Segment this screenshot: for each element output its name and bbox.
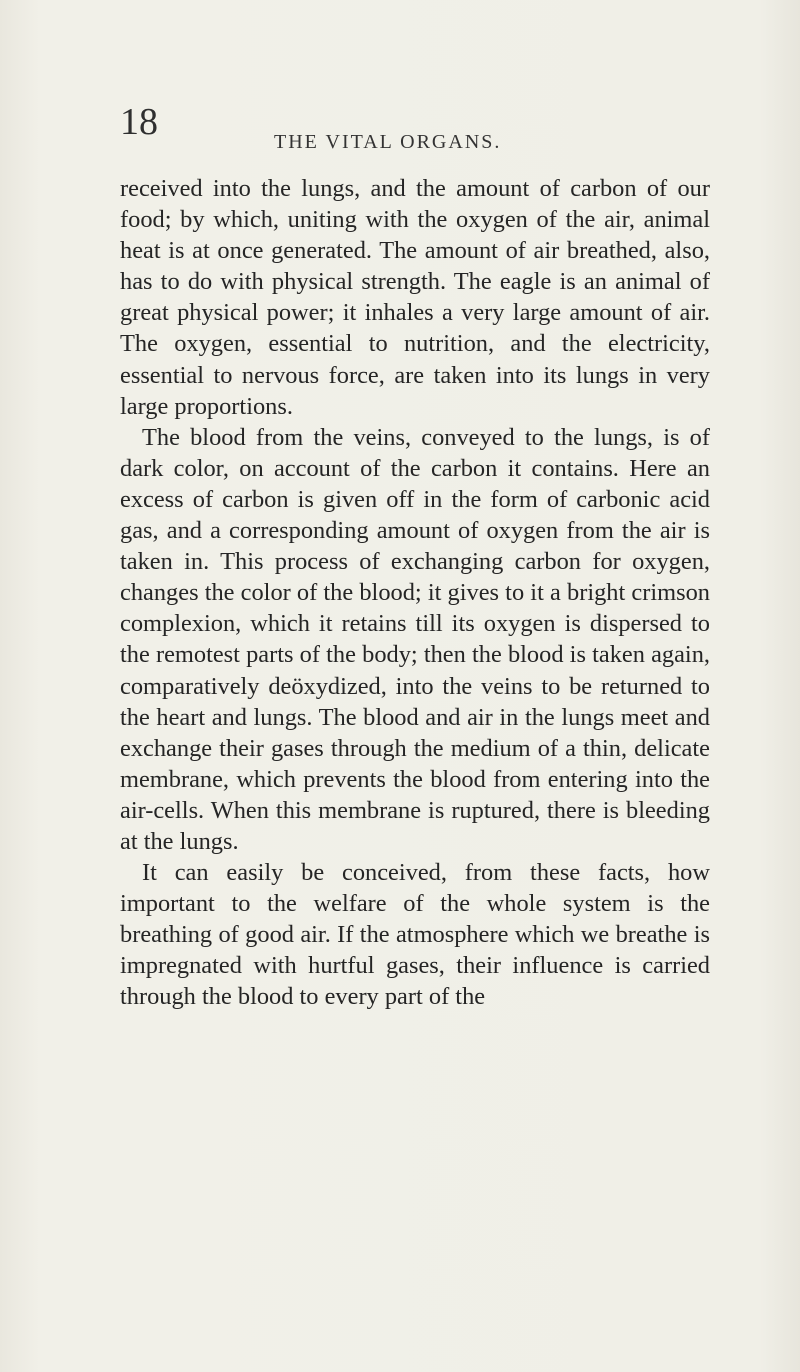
running-head: THE VITAL ORGANS.	[274, 131, 502, 153]
paragraph-continued: received into the lungs, and the amount of carbon of our food; by which, uniting with the oxygen of the air, animal heat is at once generated. The amount of air breathed, also, has to do with physical strength. The eagle is an animal of great physical power; it inhales a very large amount of air. The oxygen, essential to nutrition, and the electricity, essential to nervous force, are taken into its lungs in very large proportions.	[120, 175, 710, 420]
page-number: 18	[120, 101, 158, 143]
paragraph-good-air: It can easily be conceived, from these facts, how important to the welfare of the whole system is the breathing of good air. If the atmosphere which we breathe is impregnated with hurtful gases, their influence is carried through the blood to every part of the	[120, 859, 710, 1011]
paragraph-blood-veins: The blood from the veins, conveyed to the lungs, is of dark color, on account of the carbon it contains. Here an excess of carbon is given off in the form of carbonic acid gas, and a corresponding amount of oxygen from the air is taken in. This process of exchanging carbon for oxygen, changes the color of the blood; it gives to it a bright crimson complexion, which it retains till its oxygen is dispersed to the remotest parts of the body; then the blood is taken again, comparatively deöxydized, into the veins to be returned to the heart and lungs. The blood and air in the lungs meet and exchange their gases through the medium of a thin, delicate membrane, which prevents the blood from entering into the air-cells. When this membrane is ruptured, there is bleeding at the lungs.	[120, 423, 710, 855]
body-text	[120, 173, 710, 1013]
page-header	[120, 100, 700, 160]
